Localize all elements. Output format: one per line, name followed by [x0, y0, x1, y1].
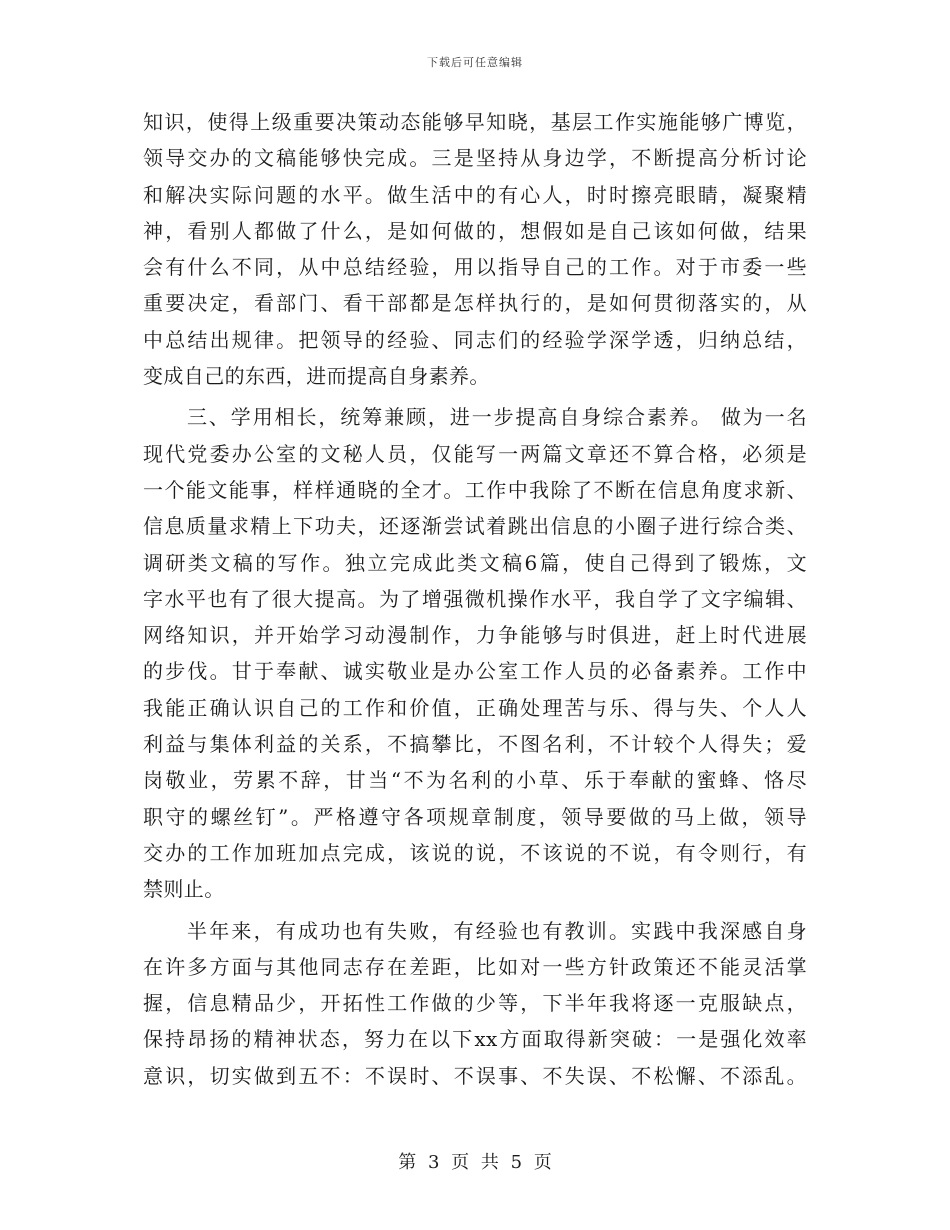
text-line: 调研类文稿的写作。独立完成此类文稿6篇，使自己得到了锻炼，文 — [143, 550, 807, 575]
document-body — [143, 104, 807, 1094]
text-line: 知识，使得上级重要决策动态能够早知晓，基层工作实施能够广博览， — [143, 110, 807, 134]
text-line: 领导交办的文稿能够快完成。三是坚持从身边学，不断提高分析讨论 — [143, 146, 807, 171]
paragraph-3 — [143, 913, 807, 1094]
text-line: 利益与集体利益的关系，不搞攀比，不图名利，不计较个人得失；爱 — [143, 732, 807, 757]
text-line: 网络知识，并开始学习动漫制作，力争能够与时俱进，赶上时代进展 — [143, 623, 807, 648]
text-line: 握，信息精品少，开拓性工作做的少等，下半年我将逐一克服缺点， — [143, 991, 807, 1016]
text-line: 字水平也有了很大提高。为了增强微机操作水平，我自学了文字编辑、 — [143, 586, 807, 611]
paragraph-1 — [143, 104, 807, 394]
text-line: 重要决定，看部门、看干部都是怎样执行的，是如何贯彻落实的，从 — [143, 291, 807, 316]
text-line: 意识，切实做到五不：不误时、不误事、不失误、不松懈、不添乱。 — [143, 1063, 807, 1088]
paragraph-2 — [143, 399, 807, 907]
page-header-note: 下载后可任意编辑 — [427, 56, 523, 69]
text-line: 禁则止。 — [143, 877, 225, 902]
text-line: 中总结出规律。把领导的经验、同志们的经验学深学透，归纳总结， — [143, 327, 807, 352]
text-line: 和解决实际问题的水平。做生活中的有心人，时时擦亮眼睛，凝聚精 — [143, 182, 807, 207]
text-line: 的步伐。甘于奉献、诚实敬业是办公室工作人员的必备素养。工作中 — [143, 659, 807, 684]
text-line: 职守的螺丝钉”。严格遵守各项规章制度，领导要做的马上做，领导 — [143, 804, 807, 829]
text-line: 信息质量求精上下功夫，还逐渐尝试着跳出信息的小圈子进行综合类、 — [143, 514, 807, 539]
text-line: 我能正确认识自己的工作和价值，正确处理苦与乐、得与失、个人人 — [143, 695, 807, 720]
text-line: 在许多方面与其他同志存在差距，比如对一些方针政策还不能灵活掌 — [143, 954, 807, 979]
text-line: 变成自己的东西，进而提高自身素养。 — [143, 364, 490, 389]
text-line: 三、学用相长，统筹兼顾，进一步提高自身综合素养。 做为一名 — [187, 405, 807, 430]
text-line: 一个能文能事，样样通晓的全才。工作中我除了不断在信息角度求新、 — [143, 477, 807, 502]
text-line: 岗敬业，劳累不辞，甘当“不为名利的小草、乐于奉献的蜜蜂、恪尽 — [143, 768, 807, 793]
text-line: 保持昂扬的精神状态，努力在以下xx方面取得新突破：一是强化效率 — [143, 1027, 807, 1052]
text-line: 会有什么不同，从中总结经验，用以指导自己的工作。对于市委一些 — [143, 255, 807, 280]
text-line: 神，看别人都做了什么，是如何做的，想假如是自己该如何做，结果 — [143, 218, 807, 243]
text-line: 现代党委办公室的文秘人员，仅能写一两篇文章还不算合格，必须是 — [143, 441, 807, 466]
page-number: 第 3 页 共 5 页 — [398, 1152, 552, 1173]
text-line: 交办的工作加班加点完成，该说的说，不该说的不说，有令则行，有 — [143, 840, 807, 865]
text-line: 半年来，有成功也有失败，有经验也有教训。实践中我深感自身 — [187, 918, 807, 943]
